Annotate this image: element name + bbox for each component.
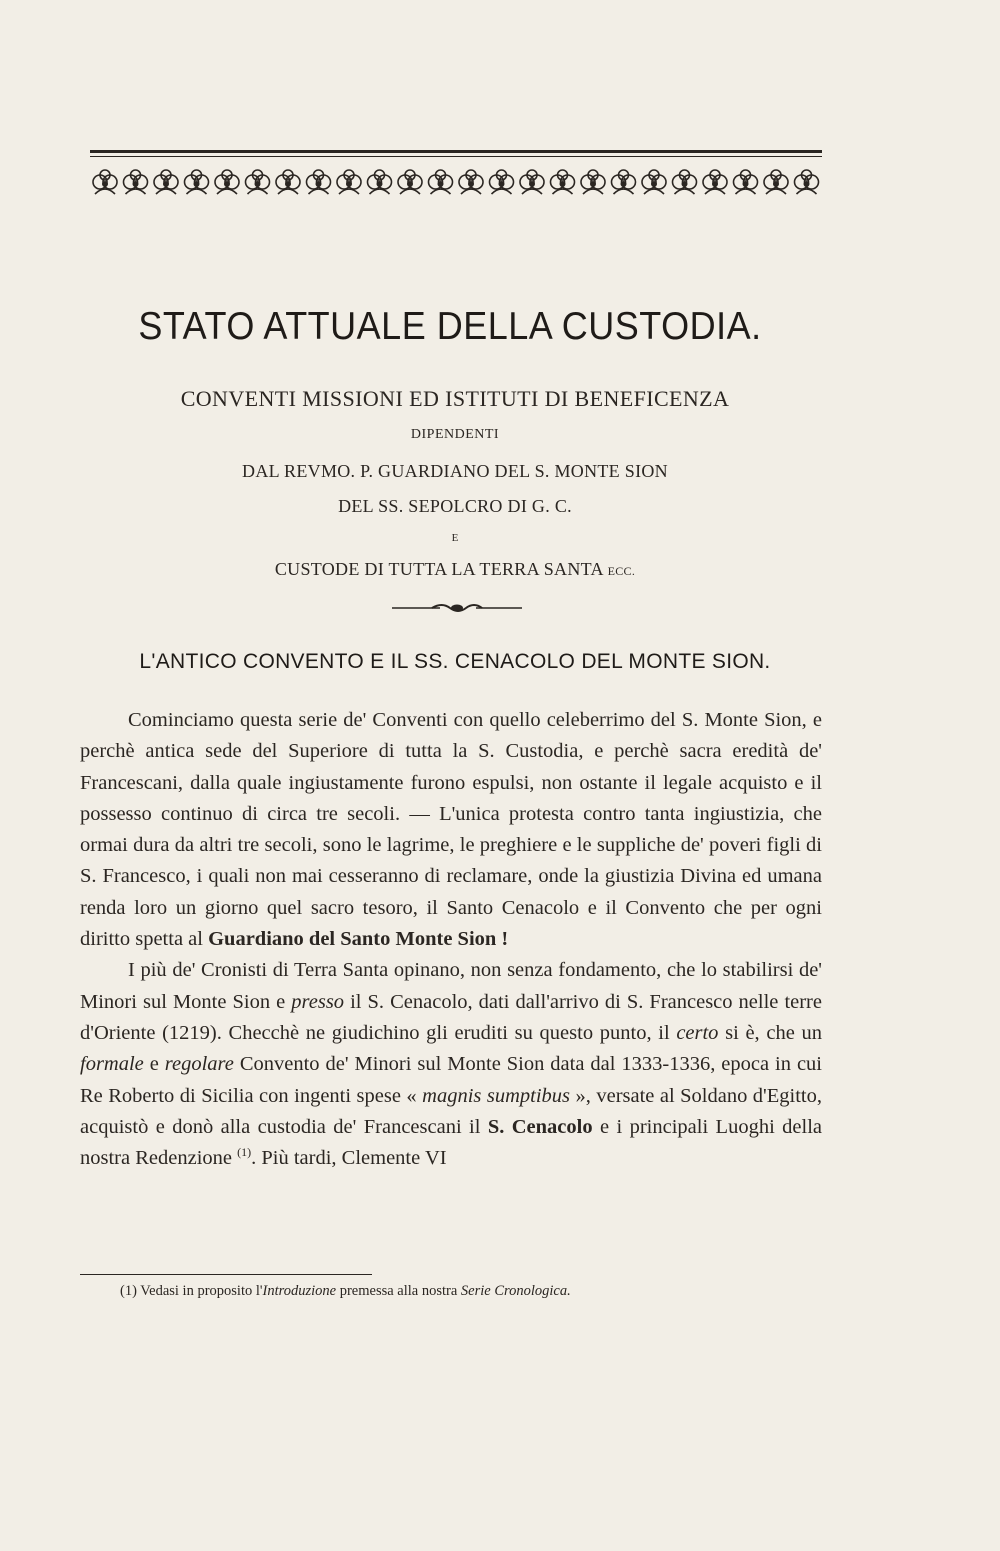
footnote-italic-2: Serie Cronologica. <box>460 1283 571 1299</box>
paragraph-2-text-7: e i principali Luoghi della nostra Redenzione <box>80 1115 822 1170</box>
header-rule-thick <box>90 150 822 153</box>
paragraph-2-text-6: », versate al Soldano d'Egitto, acquistò e donò alla custodia de' Francescani il <box>80 1084 822 1138</box>
paragraph-2-italic-3: formale <box>80 1053 144 1076</box>
ornament-motif <box>795 170 819 194</box>
ornament-pattern <box>90 160 822 206</box>
ornament-motif <box>307 170 331 194</box>
paragraph-2-text-3: si è, che un <box>718 1021 822 1044</box>
footnote-text-1: (1) Vedasi in proposito l' <box>120 1283 263 1299</box>
subtitle-line-1: CONVENTI MISSIONI ED ISTITUTI DI BENEFICENZA <box>180 386 730 411</box>
body-text <box>80 705 822 1174</box>
ornament-motif <box>734 170 758 194</box>
ornament-motif <box>368 170 392 194</box>
ornament-motif <box>124 170 148 194</box>
ornament-motif <box>246 170 270 194</box>
subtitle-ecc: ECC. <box>607 564 636 578</box>
footnote-italic-1: Introduzione <box>262 1283 337 1299</box>
ornament-motif <box>581 170 605 194</box>
ornament-motif <box>764 170 788 194</box>
ornament-motif <box>154 170 178 194</box>
ornamental-header-band <box>90 150 822 208</box>
subtitle-line-4: DEL SS. SEPOLCRO DI G. C. <box>338 496 572 516</box>
subtitle-line-5: E <box>451 532 459 544</box>
paragraph-2 <box>80 955 822 1174</box>
paragraph-2-bold-1: S. Cenacolo <box>487 1115 593 1138</box>
ornament-motif <box>459 170 483 194</box>
subtitle-line-2: DIPENDENTI <box>410 427 500 442</box>
ornament-motif <box>642 170 666 194</box>
paragraph-2-italic-2: certo <box>676 1021 719 1044</box>
ornament-motif <box>612 170 636 194</box>
section-title: L'ANTICO CONVENTO E IL SS. CENACOLO DEL MONTE SION. <box>139 650 771 673</box>
footnote-rule <box>80 1274 372 1275</box>
ornament-motif <box>490 170 514 194</box>
paragraph-1-text: Cominciamo questa serie de' Conventi con quello celeberrimo del S. Monte Sion, e perchè antica sede del Superiore di tutta la S. Custodia, e perchè sacra eredità de' Francescani, dalla quale ingiustamente furono espulsi, non ostante il legale acquisto e il possesso continuo di circa tre secoli. — L'unica protesta contro tanta ingiustizia, che ormai dura da altri tre secoli, sono le lagrime, le preghiere e le suppliche de' poveri figli di S. Francesco, i quali non mai cesseranno di reclamare, onde la giustizia Divina ed umana renda loro un giorno quel sacro tesoro, il Santo Cenacolo e il Convento che per ogni diritto spetta al <box>80 709 822 951</box>
ornament-motif <box>520 170 544 194</box>
paragraph-1 <box>80 705 822 955</box>
paragraph-2-italic-5: magnis sumptibus <box>422 1084 571 1107</box>
paragraph-1-bold: Guardiano del Santo Monte Sion ! <box>208 928 509 951</box>
paragraph-2-text-8: . Più tardi, Clemente VI <box>251 1147 447 1170</box>
paragraph-2-text-4: e <box>143 1053 165 1076</box>
ornament-motif <box>276 170 300 194</box>
ornament-motif <box>551 170 575 194</box>
ornament-motif <box>337 170 361 194</box>
ornament-motif <box>673 170 697 194</box>
footnote-reference: (1) <box>237 1145 252 1160</box>
paragraph-2-italic-1: presso <box>291 990 345 1013</box>
paragraph-2-text-5: Convento de' Minori sul Monte Sion data dal 1333-1336, epoca in cui Re Roberto di Sicilia con ingenti spese « <box>80 1053 822 1107</box>
footnote-text-2: premessa alla nostra <box>336 1283 461 1299</box>
page-title: STATO ATTUALE DELLA CUSTODIA. <box>138 303 762 348</box>
ornament-motif <box>429 170 453 194</box>
paragraph-2-italic-4: regolare <box>164 1053 234 1076</box>
paragraph-2-text-1: I più de' Cronisti di Terra Santa opinano, non senza fondamento, che lo stabilirsi de' Minori sul Monte Sion e <box>80 959 822 1013</box>
header-rule-thin <box>90 156 822 157</box>
ornament-motif <box>398 170 422 194</box>
ornament-motif <box>93 170 117 194</box>
ornament-motif <box>215 170 239 194</box>
paragraph-2-text-2: il S. Cenacolo, dati dall'arrivo di S. Francesco nelle terre d'Oriente (1219). Checchè ne giudichino gli eruditi su questo punto, il <box>80 990 822 1044</box>
ornament-motif <box>703 170 727 194</box>
subtitle-line-3: DAL REVMO. P. GUARDIANO DEL S. MONTE SION <box>242 461 668 481</box>
subtitle-line-6-text: CUSTODE DI TUTTA LA TERRA SANTA <box>274 559 603 579</box>
subtitle-line-6 <box>0 559 910 580</box>
ornament-motif <box>185 170 209 194</box>
footnote <box>120 1283 820 1300</box>
flourish-divider <box>392 598 522 618</box>
